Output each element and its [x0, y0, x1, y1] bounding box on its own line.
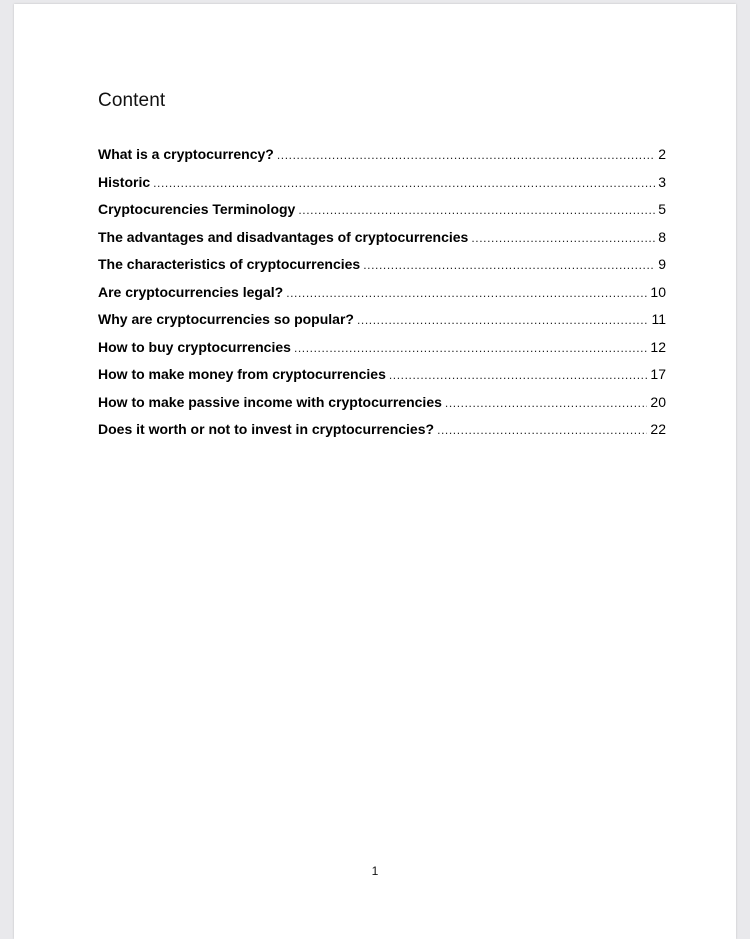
toc-dot-leader	[277, 148, 655, 162]
toc-entry[interactable]	[98, 284, 666, 312]
toc-dot-leader	[294, 341, 647, 355]
toc-entry[interactable]	[98, 421, 666, 449]
toc-entry[interactable]	[98, 311, 666, 339]
toc-entry[interactable]	[98, 394, 666, 422]
toc-entry-title: The advantages and disadvantages of cryptocurrencies	[98, 228, 469, 245]
toc-entry-page: 5	[658, 201, 666, 217]
toc-dot-leader	[363, 258, 655, 272]
toc-entry[interactable]	[98, 146, 666, 174]
toc-dot-leader	[389, 368, 648, 382]
toc-dot-leader	[298, 203, 655, 217]
toc-entry-page: 3	[658, 173, 666, 190]
footer-page-number: 1	[371, 864, 379, 878]
toc-entry[interactable]	[98, 256, 666, 284]
toc-dot-leader	[153, 176, 655, 190]
toc-entry-title: Historic	[98, 173, 151, 190]
toc-entry-page: 12	[650, 338, 666, 355]
toc-heading: Content	[98, 90, 166, 111]
toc-dot-leader	[445, 396, 648, 410]
toc-entry-page: 9	[658, 256, 666, 272]
toc-entry-page: 11	[651, 311, 666, 327]
toc-dot-leader	[286, 286, 647, 300]
toc-dot-leader	[471, 231, 655, 245]
toc-entry-page: 20	[650, 393, 666, 410]
toc-entry-title: The characteristics of cryptocurrencies	[98, 256, 361, 272]
toc-entry-title: How to make money from cryptocurrencies	[98, 366, 386, 382]
toc-entry-title: Why are cryptocurrencies so popular?	[98, 311, 354, 327]
toc-entry-title: What is a cryptocurrency?	[98, 146, 274, 162]
toc-entry-page: 17	[650, 366, 666, 382]
toc-entry-page: 8	[658, 228, 666, 245]
toc-entry-title: How to make passive income with cryptocurrencies	[98, 393, 442, 410]
table-of-contents	[98, 146, 666, 449]
toc-entry-page: 2	[658, 146, 666, 162]
toc-entry-title: Does it worth or not to invest in cryptocurrencies?	[98, 421, 435, 437]
toc-dot-leader	[357, 313, 648, 327]
toc-entry[interactable]	[98, 366, 666, 394]
toc-entry-title: Cryptocurencies Terminology	[98, 201, 296, 217]
toc-entry-title: How to buy cryptocurrencies	[98, 338, 291, 355]
toc-dot-leader	[437, 423, 647, 437]
toc-entry[interactable]	[98, 201, 666, 229]
toc-entry[interactable]	[98, 174, 666, 202]
toc-entry[interactable]	[98, 339, 666, 367]
toc-entry-page: 10	[650, 283, 666, 300]
toc-entry-page: 22	[650, 421, 666, 437]
document-page	[14, 4, 736, 939]
toc-entry-title: Are cryptocurrencies legal?	[98, 283, 284, 300]
toc-entry[interactable]	[98, 229, 666, 257]
